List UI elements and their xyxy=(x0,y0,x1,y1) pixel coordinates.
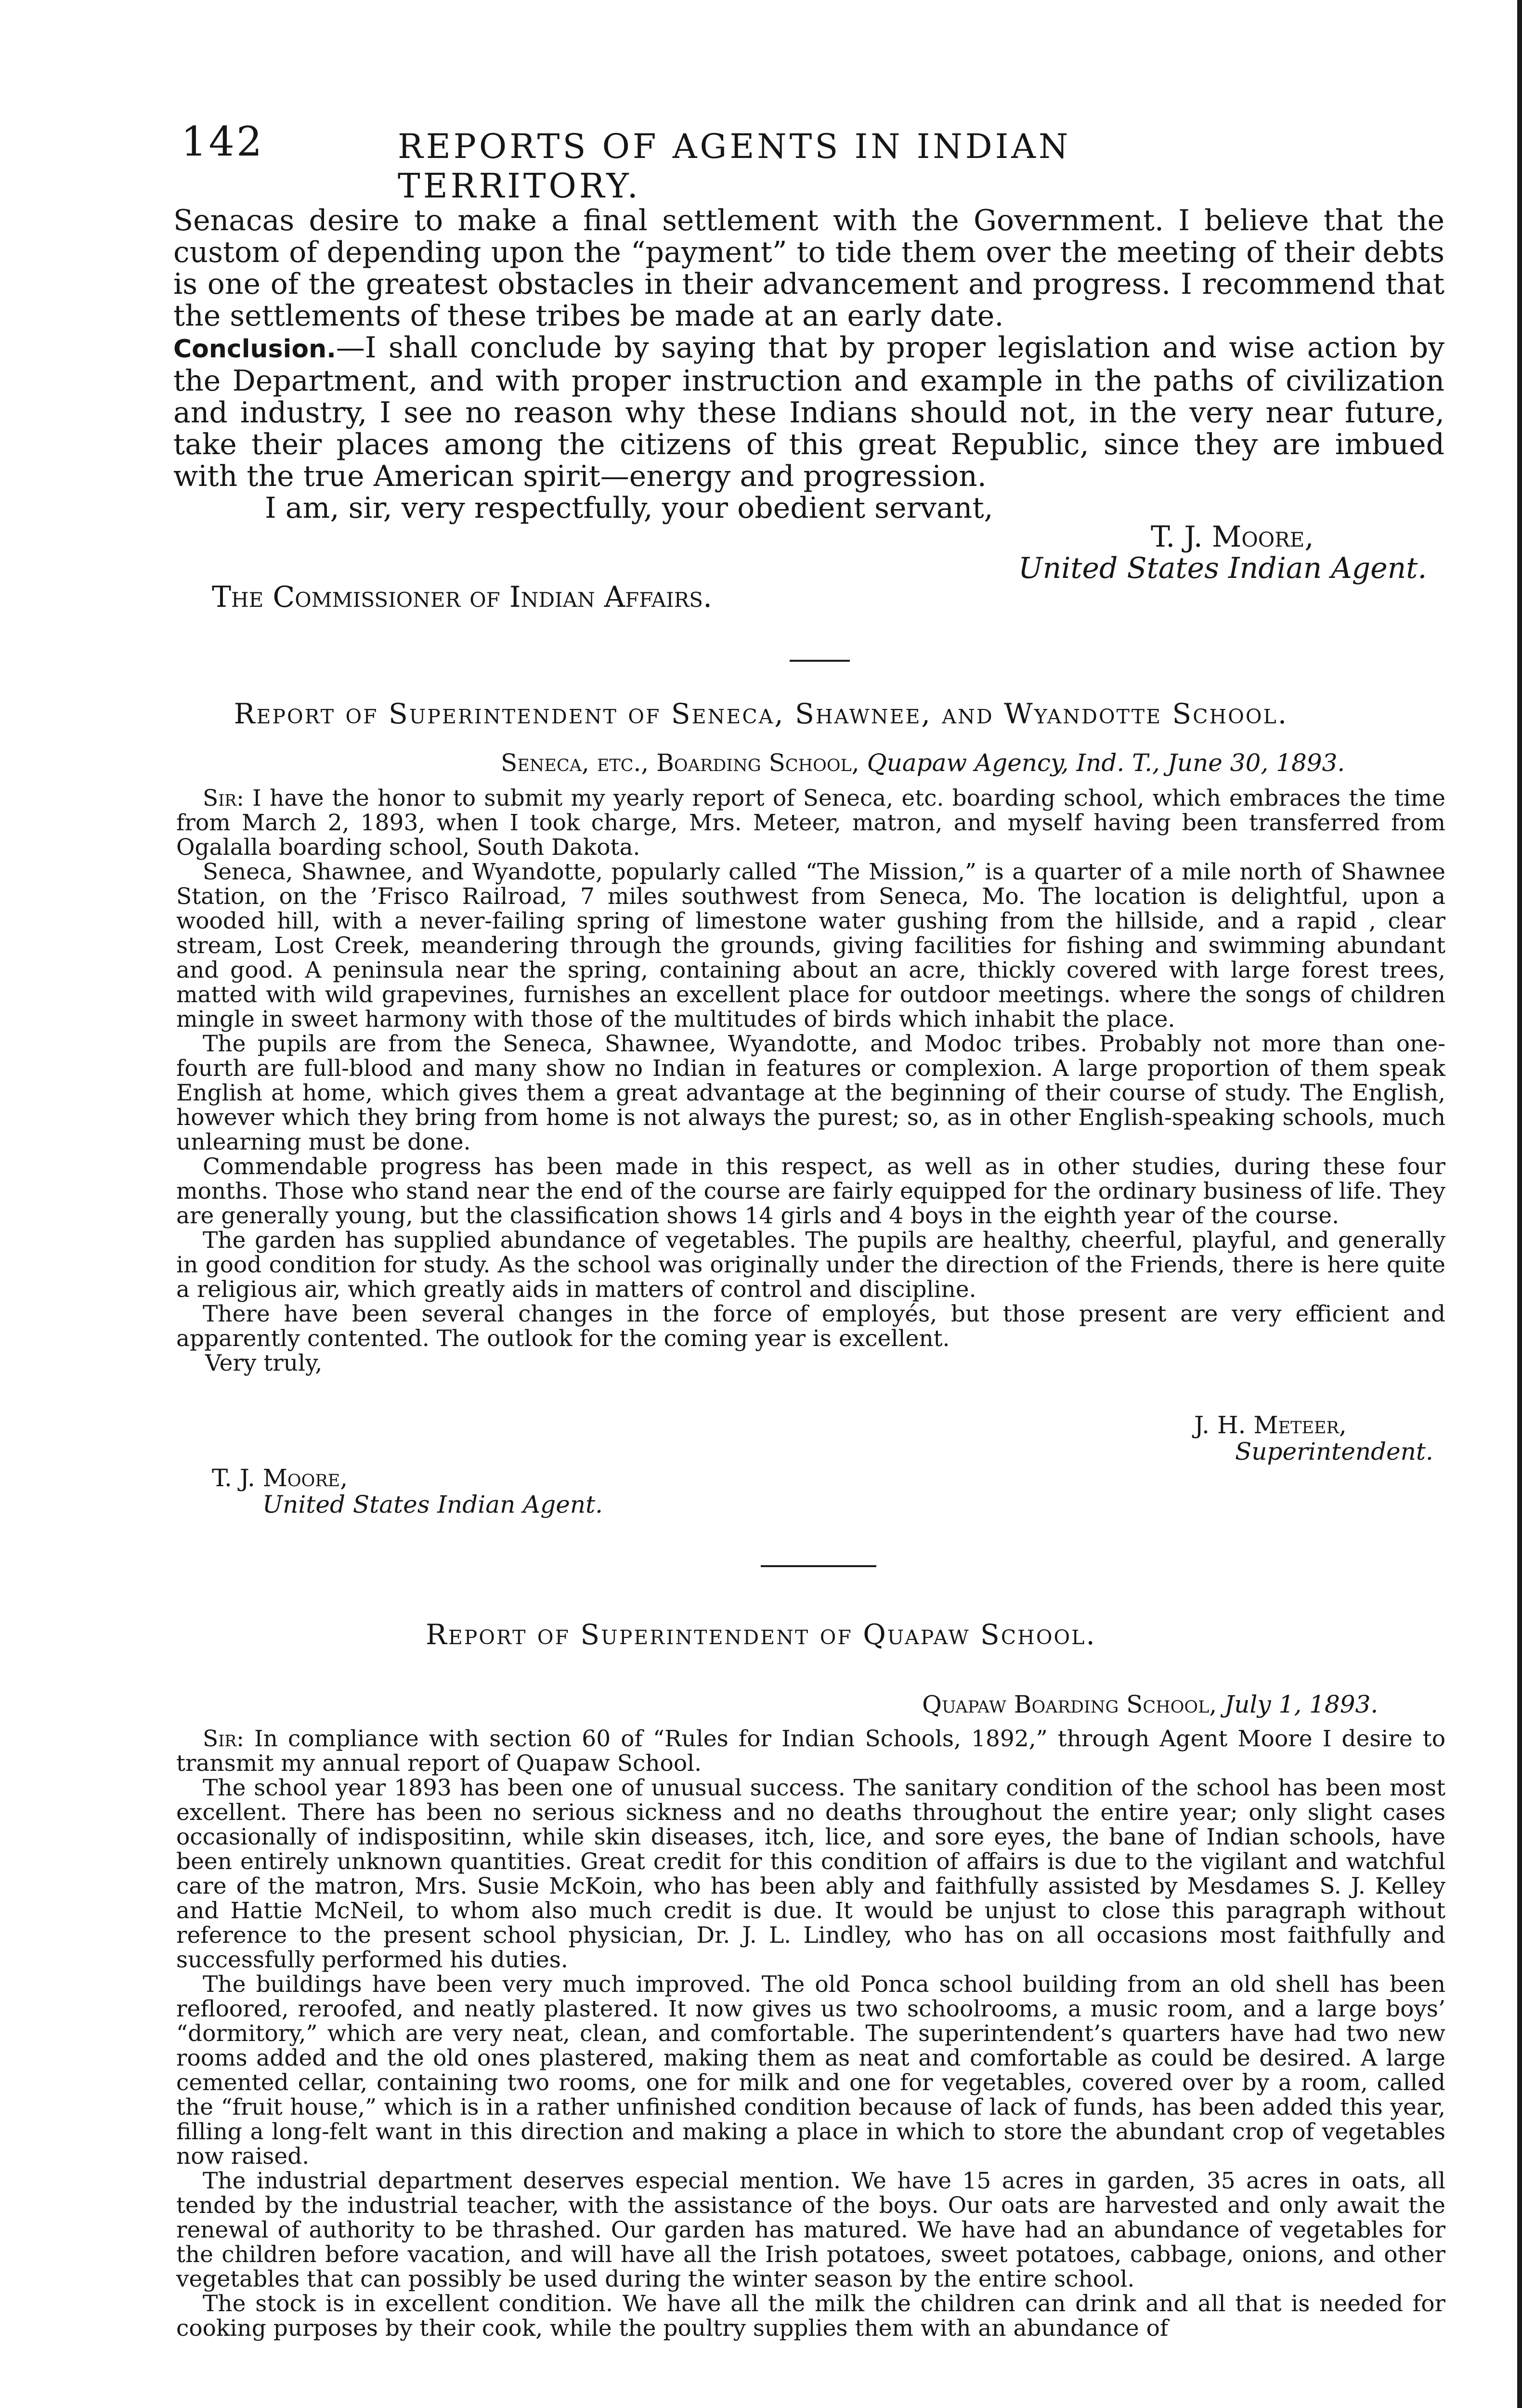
seneca-signer-name: J. H. Meteer, xyxy=(1194,1411,1347,1439)
seneca-paragraph-3: The pupils are from the Seneca, Shawnee, Wyandotte, and Modoc tribes. Probably not more than one-fourth are full-blood and many show no Indian in features or complexion. A large proportion of them speak English at home, which gives them a great advantage at the beginning of their course of study. The English, however which they bring from home is not always the purest; so, as in other English-speaking schools, much unlearning must be done. xyxy=(176,1031,1445,1155)
seneca-report-body xyxy=(176,786,1445,1375)
quapaw-dateline xyxy=(922,1690,1378,1718)
continuation-paragraph: Senacas desire to make a final settlement with the Government. I believe that the custom of depending upon the “payment” to tide them over the meeting of their debts is one of the greatest obstacles in their advancement and progress. I recommend that the settlements of these tribes be made at an early date. xyxy=(173,204,1444,333)
section-divider-2 xyxy=(761,1565,876,1567)
seneca-dateline-date: Quapaw Agency, Ind. T., June 30, 1893. xyxy=(867,749,1345,777)
quapaw-paragraph-1-text: In compliance with section 60 of “Rules for Indian Schools, 1892,” through Agent Moore I desire to transmit my annual report of Quapaw School. xyxy=(176,1726,1445,1777)
agent-signer-name: T. J. Moore, xyxy=(1151,520,1314,554)
closing-line: I am, sir, very respectfully, your obedient servant, xyxy=(265,491,993,525)
seneca-report-title: Report of Superintendent of Seneca, Shawnee, and Wyandotte School. xyxy=(234,697,1288,730)
quapaw-dateline-date: July 1, 1893. xyxy=(1224,1690,1379,1718)
seneca-addressee-name: T. J. Moore, xyxy=(212,1464,348,1492)
quapaw-paragraph-3: The buildings have been very much improved. The old Ponca school building from an old shell has been refloored, reroofed, and neatly plastered. It now gives us two schoolrooms, a music room, and a large boys’ “dormitory,” which are very neat, clean, and comfortable. The superintendent’s quarters have had two new rooms added and the old ones plastered, making them as neat and comfortable as could be desired. A large cemented cellar, containing two rooms, one for milk and one for vegetables, covered over by a room, called the “fruit house,” which is in a rather unfinished condition because of lack of funds, has been added this year, filling a long-felt want in this direction and making a place in which to store the abundant crop of vegetables now raised. xyxy=(176,1971,1445,2170)
seneca-signer-title: Superintendent. xyxy=(1235,1438,1433,1466)
scan-edge-right xyxy=(1517,0,1522,2408)
seneca-dateline xyxy=(501,749,1345,777)
quapaw-paragraph-4: The industrial department deserves especial mention. We have 15 acres in garden, 35 acres in oats, all tended by the industrial teacher, with the assistance of the boys. Our oats are harvested and only await the renewal of authority to be thrashed. Our garden has matured. We have had an abundance of vegetables for the children before vacation, and will have all the Irish potatoes, sweet potatoes, cabbage, onions, and other vegetables that can possibly be used during the winter season by the entire school. xyxy=(176,2168,1445,2292)
addressee: The Commissioner of Indian Affairs. xyxy=(212,580,713,614)
quapaw-report-body xyxy=(176,1727,1445,2341)
quapaw-paragraph-2: The school year 1893 has been one of unusual success. The sanitary condition of the school has been most excellent. There has been no serious sickness and no deaths throughout the entire year; only slight cases occasionally of indispositinn, while skin diseases, itch, lice, and sore eyes, the bane of Indian schools, have been entirely unknown quantities. Great credit for this condition of affairs is due to the vigilant and watchful care of the matron, Mrs. Susie McKoin, who has been ably and faithfully assisted by Mesdames S. J. Kelley and Hattie McNeil, to whom also much credit is due. It would be unjust to close this paragraph without reference to the present school physician, Dr. J. L. Lindley, who has on all occasions most faithfully and successfully performed his duties. xyxy=(176,1775,1445,1973)
quapaw-paragraph-5: The stock is in excellent condition. We have all the milk the children can drink and all that is needed for cooking purposes by their cook, while the poultry supplies them with an abundance of xyxy=(176,2290,1445,2342)
running-title: REPORTS OF AGENTS IN INDIAN TERRITORY. xyxy=(398,127,1071,206)
quapaw-salutation: Sir: xyxy=(203,1726,244,1752)
agent-report-continuation xyxy=(173,205,1444,524)
conclusion-label: Conclusion. xyxy=(173,335,336,364)
seneca-paragraph-1-text: I have the honor to submit my yearly report of Seneca, etc. boarding school, which embraces the time from March 2, 1893, when I took charge, Mrs. Meteer, matron, and myself having been transferred from Ogalalla boarding school, South Dakota. xyxy=(176,785,1445,861)
page-header xyxy=(181,118,1327,206)
page-number: 142 xyxy=(181,118,264,165)
conclusion-text: —I shall conclude by saying that by proper legislation and wise action by the Department, and with proper instruction and example in the paths of civilization and industry, I see no reason why these Indians should not, in the very near future, take their places among the citizens of this great Republic, since they are imbued with the true American spirit—energy and progression. xyxy=(173,331,1444,493)
seneca-paragraph-6: There have been several changes in the force of employés, but those present are very efficient and apparently contented. The outlook for the coming year is excellent. xyxy=(176,1301,1445,1352)
section-divider xyxy=(790,660,850,662)
seneca-dateline-place: Seneca, etc., Boarding School, xyxy=(501,749,859,777)
seneca-valediction: Very truly, xyxy=(205,1350,323,1376)
seneca-paragraph-2: Seneca, Shawnee, and Wyandotte, popularly called “The Mission,” is a quarter of a mile north of Shawnee Station, on the ’Frisco Railroad, 7 miles southwest from Seneca, Mo. The location is delightful, upon a wooded hill, with a never-failing spring of limestone water gushing from the hillside, and a rapid , clear stream, Lost Creek, meandering through the grounds, giving facilities for fishing and swimming abundant and good. A peninsula near the spring, containing about an acre, thickly covered with large forest trees, matted with wild grapevines, furnishes an excellent place for outdoor meetings. where the songs of children mingle in sweet harmony with those of the multitudes of birds which inhabit the place. xyxy=(176,859,1445,1033)
seneca-paragraph-4: Commendable progress has been made in this respect, as well as in other studies, during these four months. Those who stand near the end of the course are fairly equipped for the ordinary business of life. They are generally young, but the classification shows 14 girls and 4 boys in the eighth year of the course. xyxy=(176,1153,1445,1229)
quapaw-report-title: Report of Superintendent of Quapaw School. xyxy=(426,1618,1096,1651)
seneca-salutation: Sir: xyxy=(203,785,244,811)
seneca-addressee-title: United States Indian Agent. xyxy=(262,1491,603,1518)
conclusion-paragraph xyxy=(173,332,1444,492)
quapaw-dateline-place: Quapaw Boarding School, xyxy=(922,1690,1217,1718)
agent-signer-title: United States Indian Agent. xyxy=(1018,551,1427,585)
quapaw-paragraph-1 xyxy=(176,1727,1445,1776)
seneca-paragraph-5: The garden has supplied abundance of vegetables. The pupils are healthy, cheerful, playful, and generally in good condition for study. As the school was originally under the direction of the Friends, there is here quite a religious air, which greatly aids in matters of control and discipline. xyxy=(176,1227,1445,1303)
seneca-paragraph-1 xyxy=(176,786,1445,860)
